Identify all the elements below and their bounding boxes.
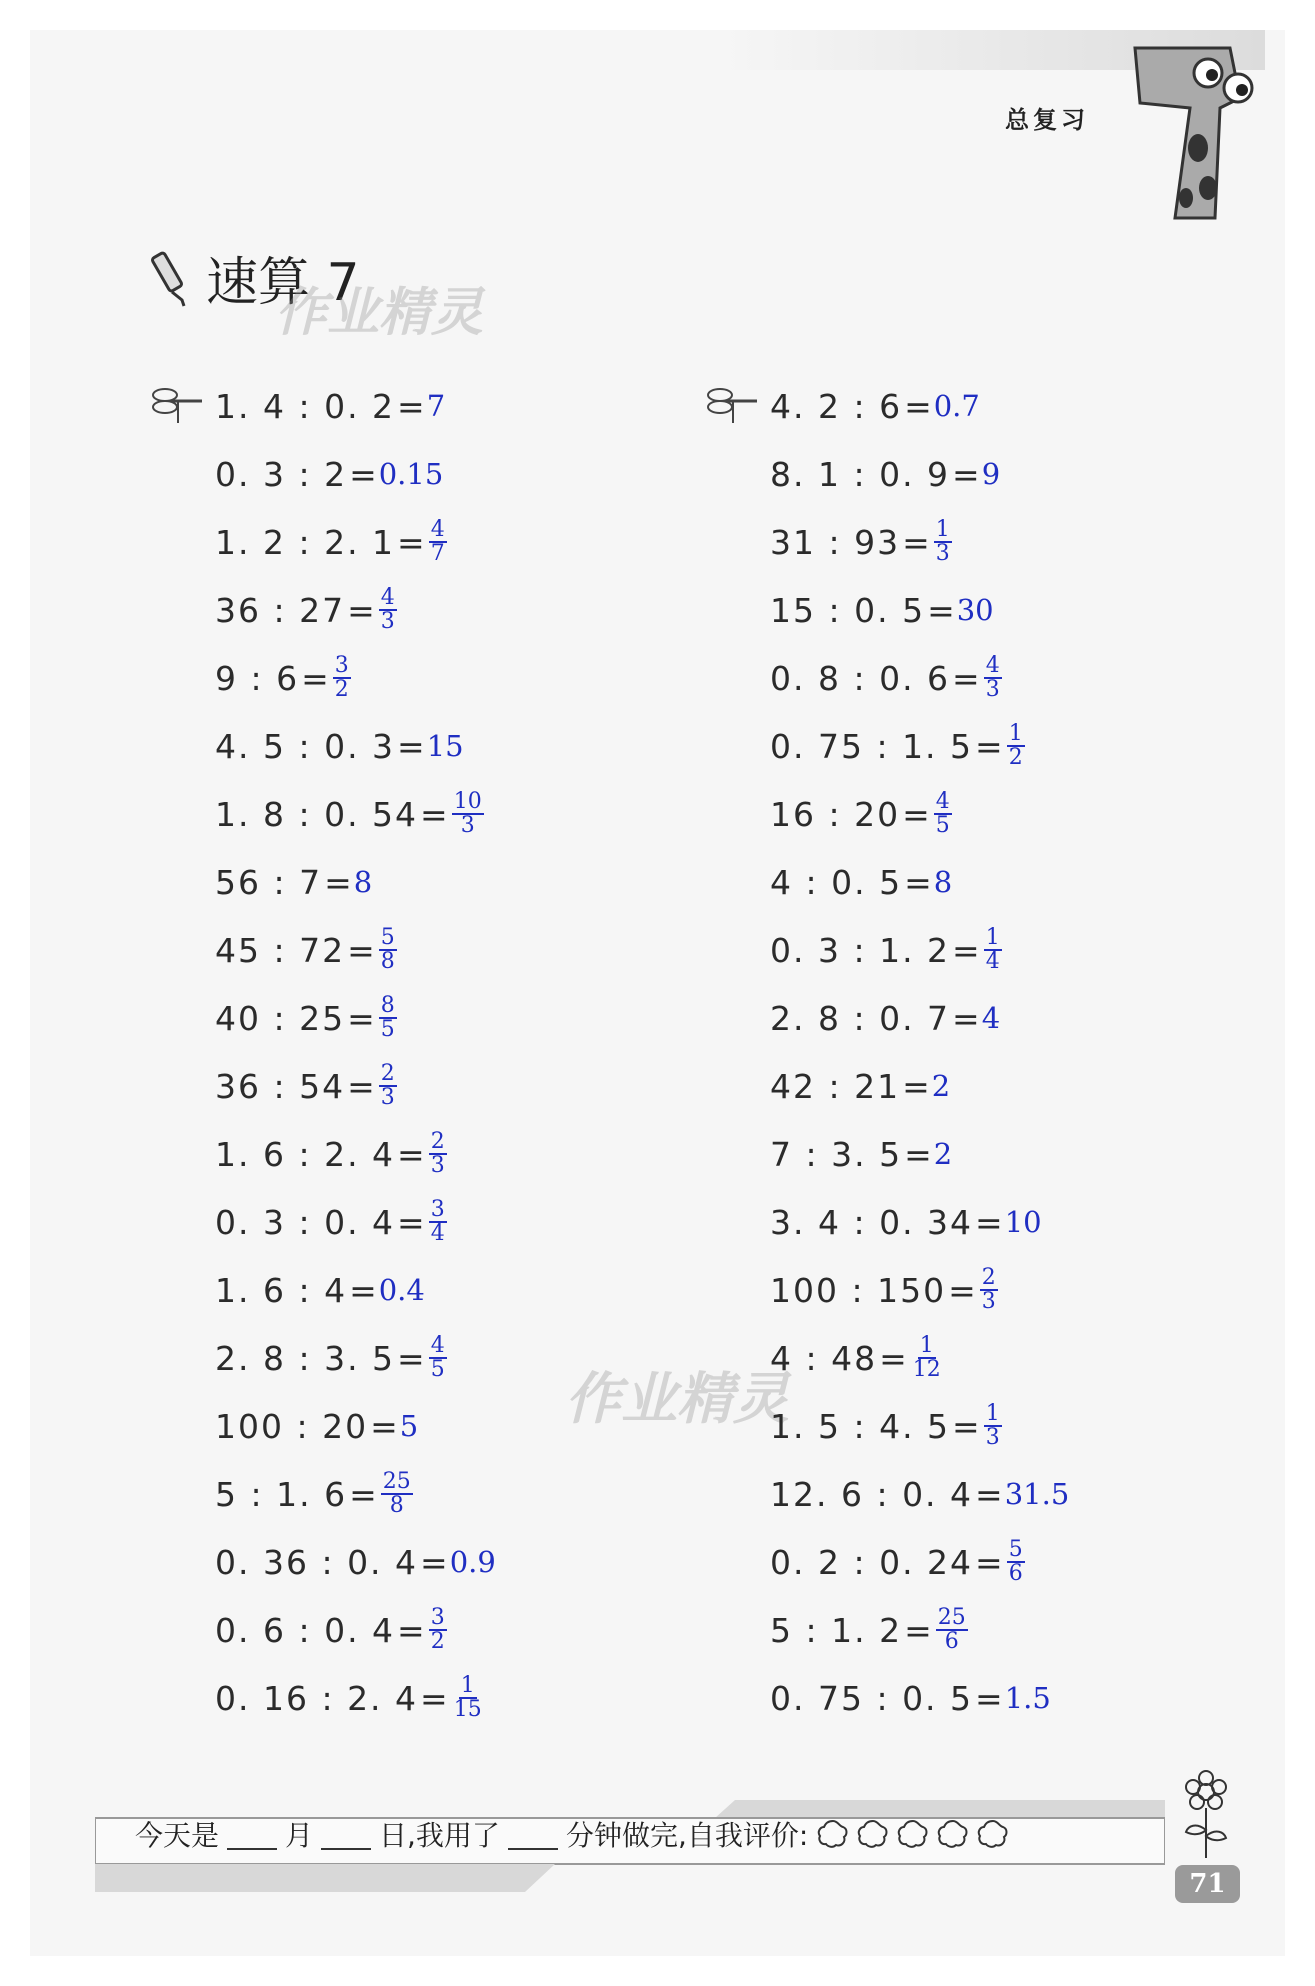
problem-row xyxy=(215,712,496,780)
answer-fraction xyxy=(452,1675,484,1721)
equals-sign: = xyxy=(397,726,425,766)
answer-fraction xyxy=(980,1267,998,1313)
rating-flower-icon[interactable] xyxy=(896,1818,930,1850)
equals-sign: = xyxy=(370,1406,398,1446)
fraction-numerator: 3 xyxy=(430,1605,445,1630)
section-label: 总复习 xyxy=(1005,106,1089,134)
equals-sign: = xyxy=(420,794,448,834)
equals-sign: = xyxy=(349,1270,377,1310)
rating-flowers xyxy=(816,1818,1010,1850)
fraction-numerator: 25 xyxy=(937,1605,966,1630)
problem-row xyxy=(215,1256,496,1324)
problem-row xyxy=(215,848,496,916)
problem-row xyxy=(770,644,1069,712)
page-number: 71 xyxy=(1175,1865,1240,1903)
watermark: 作业精灵 xyxy=(275,283,484,343)
footer-label-minutes: 分钟做完,自我评价: xyxy=(565,1819,809,1852)
problem-expression: 100 : 20 xyxy=(215,1406,369,1446)
problem-row xyxy=(215,1664,496,1732)
problem-expression: 31 : 93 xyxy=(770,522,901,562)
answer-value: 4 xyxy=(981,1001,1001,1035)
page-title: 速算 7 xyxy=(206,253,360,313)
fraction-denominator: 3 xyxy=(460,813,475,838)
problem-expression: 9 : 6 xyxy=(215,658,300,698)
problem-row xyxy=(215,1528,496,1596)
problem-expression: 0. 3 : 2 xyxy=(215,454,348,494)
problem-expression: 1. 2 : 2. 1 xyxy=(215,522,396,562)
answer-value: 5 xyxy=(399,1409,419,1443)
answer-value: 0.7 xyxy=(933,389,980,423)
fraction-denominator: 4 xyxy=(430,1221,445,1246)
equals-sign: = xyxy=(904,1134,932,1174)
problem-row xyxy=(215,1120,496,1188)
problem-expression: 45 : 72 xyxy=(215,930,346,970)
fraction-denominator: 5 xyxy=(430,1357,445,1382)
fraction-denominator: 2 xyxy=(334,677,349,702)
left-problem-column xyxy=(215,372,496,1732)
problem-expression: 0. 6 : 0. 4 xyxy=(215,1610,396,1650)
equals-sign: = xyxy=(902,794,930,834)
problem-expression: 36 : 54 xyxy=(215,1066,346,1106)
problem-expression: 0. 3 : 0. 4 xyxy=(215,1202,396,1242)
problem-row xyxy=(770,1664,1069,1732)
problem-row xyxy=(215,984,496,1052)
problem-row xyxy=(770,508,1069,576)
equals-sign: = xyxy=(347,930,375,970)
problem-expression: 0. 16 : 2. 4 xyxy=(215,1678,419,1718)
fraction-numerator: 4 xyxy=(380,585,395,610)
problem-expression: 0. 3 : 1. 2 xyxy=(770,930,951,970)
fraction-numerator: 1 xyxy=(1008,721,1023,746)
equals-sign: = xyxy=(975,1202,1003,1242)
fraction-denominator: 3 xyxy=(430,1153,445,1178)
answer-fraction xyxy=(333,655,351,701)
answer-fraction xyxy=(984,655,1002,701)
problem-row xyxy=(215,1460,496,1528)
answer-fraction xyxy=(1007,723,1025,769)
problem-expression: 100 : 150 xyxy=(770,1270,947,1310)
problem-row xyxy=(215,1324,496,1392)
problem-row xyxy=(215,1188,496,1256)
footer-label-month: 月 xyxy=(285,1819,314,1852)
answer-value: 2 xyxy=(931,1069,951,1103)
problem-expression: 15 : 0. 5 xyxy=(770,590,926,630)
equals-sign: = xyxy=(952,930,980,970)
answer-fraction xyxy=(911,1335,943,1381)
equals-sign: = xyxy=(948,1270,976,1310)
problem-expression: 40 : 25 xyxy=(215,998,346,1038)
equals-sign: = xyxy=(902,1066,930,1106)
rating-flower-icon[interactable] xyxy=(856,1818,890,1850)
equals-sign: = xyxy=(975,1678,1003,1718)
equals-sign: = xyxy=(324,862,352,902)
fraction-numerator: 5 xyxy=(1008,1537,1023,1562)
rating-flower-icon[interactable] xyxy=(976,1818,1010,1850)
problem-row xyxy=(770,576,1069,644)
fraction-numerator: 4 xyxy=(935,789,950,814)
fraction-numerator: 2 xyxy=(380,1061,395,1086)
answer-fraction xyxy=(379,995,397,1041)
answer-value: 8 xyxy=(353,865,373,899)
problem-expression: 1. 8 : 0. 54 xyxy=(215,794,419,834)
fraction-numerator: 1 xyxy=(935,517,950,542)
equals-sign: = xyxy=(904,1610,932,1650)
fraction-numerator: 4 xyxy=(985,653,1000,678)
answer-fraction xyxy=(379,1063,397,1109)
fraction-denominator: 3 xyxy=(981,1289,996,1314)
answer-fraction xyxy=(984,1403,1002,1449)
problem-row xyxy=(770,848,1069,916)
problem-row xyxy=(770,1052,1069,1120)
fraction-numerator: 25 xyxy=(382,1469,411,1494)
equals-sign: = xyxy=(397,1610,425,1650)
answer-fraction xyxy=(984,927,1002,973)
equals-sign: = xyxy=(975,1474,1003,1514)
fraction-denominator: 2 xyxy=(430,1629,445,1654)
equals-sign: = xyxy=(397,386,425,426)
answer-fraction xyxy=(934,791,952,837)
problem-expression: 0. 75 : 1. 5 xyxy=(770,726,974,766)
answer-fraction xyxy=(934,519,952,565)
answer-fraction xyxy=(429,519,447,565)
answer-value: 7 xyxy=(426,389,446,423)
answer-fraction xyxy=(379,927,397,973)
problem-expression: 0. 36 : 0. 4 xyxy=(215,1542,419,1582)
fraction-numerator: 1 xyxy=(985,925,1000,950)
equals-sign: = xyxy=(904,862,932,902)
fraction-denominator: 8 xyxy=(389,1493,404,1518)
answer-fraction xyxy=(936,1607,968,1653)
rating-flower-icon[interactable] xyxy=(936,1818,970,1850)
problem-expression: 4. 5 : 0. 3 xyxy=(215,726,396,766)
problem-expression: 16 : 20 xyxy=(770,794,901,834)
problem-expression: 56 : 7 xyxy=(215,862,323,902)
self-evaluation-bar xyxy=(95,1800,1165,1892)
problem-row xyxy=(215,440,496,508)
fraction-numerator: 1 xyxy=(460,1673,475,1698)
dragonfly-icon xyxy=(705,385,759,425)
problem-row xyxy=(770,1188,1069,1256)
problem-expression: 0. 8 : 0. 6 xyxy=(770,658,951,698)
fraction-numerator: 5 xyxy=(380,925,395,950)
answer-value: 30 xyxy=(956,593,994,627)
problem-row xyxy=(770,1256,1069,1324)
month-blank[interactable] xyxy=(227,1818,277,1850)
problem-expression: 1. 6 : 2. 4 xyxy=(215,1134,396,1174)
problem-expression: 5 : 1. 6 xyxy=(215,1474,348,1514)
equals-sign: = xyxy=(347,998,375,1038)
equals-sign: = xyxy=(952,1406,980,1446)
equals-sign: = xyxy=(902,522,930,562)
day-blank[interactable] xyxy=(321,1818,371,1850)
answer-fraction xyxy=(429,1607,447,1653)
fraction-denominator: 8 xyxy=(380,949,395,974)
fraction-denominator: 2 xyxy=(1008,745,1023,770)
equals-sign: = xyxy=(397,1202,425,1242)
fraction-denominator: 4 xyxy=(985,949,1000,974)
problem-row xyxy=(215,916,496,984)
equals-sign: = xyxy=(927,590,955,630)
fraction-numerator: 3 xyxy=(430,1197,445,1222)
problem-expression: 36 : 27 xyxy=(215,590,346,630)
fraction-denominator: 12 xyxy=(912,1357,941,1382)
problem-row xyxy=(770,1120,1069,1188)
equals-sign: = xyxy=(349,1474,377,1514)
fraction-numerator: 1 xyxy=(919,1333,934,1358)
problem-row xyxy=(770,372,1069,440)
equals-sign: = xyxy=(347,1066,375,1106)
problem-row xyxy=(770,1392,1069,1460)
equals-sign: = xyxy=(301,658,329,698)
watermark: 作业精灵 xyxy=(565,1367,789,1432)
problem-expression: 4. 2 : 6 xyxy=(770,386,903,426)
problem-expression: 4 : 48 xyxy=(770,1338,878,1378)
problem-expression: 3. 4 : 0. 34 xyxy=(770,1202,974,1242)
equals-sign: = xyxy=(397,1134,425,1174)
fraction-numerator: 10 xyxy=(453,789,482,814)
fraction-numerator: 4 xyxy=(430,517,445,542)
problem-row xyxy=(215,1392,496,1460)
problem-row xyxy=(770,780,1069,848)
fraction-denominator: 6 xyxy=(1008,1561,1023,1586)
problem-expression: 5 : 1. 2 xyxy=(770,1610,903,1650)
footer-label-date: 今天是 xyxy=(135,1819,220,1852)
answer-value: 9 xyxy=(981,457,1001,491)
problem-expression: 42 : 21 xyxy=(770,1066,901,1106)
answer-value: 0.15 xyxy=(378,457,444,491)
self-evaluation-text xyxy=(135,1810,1010,1858)
fraction-numerator: 4 xyxy=(430,1333,445,1358)
fraction-denominator: 3 xyxy=(380,609,395,634)
equals-sign: = xyxy=(952,998,980,1038)
problem-row xyxy=(770,440,1069,508)
problem-row xyxy=(770,916,1069,984)
problem-row xyxy=(770,984,1069,1052)
answer-fraction xyxy=(379,587,397,633)
problem-expression: 8. 1 : 0. 9 xyxy=(770,454,951,494)
problem-row xyxy=(770,1324,1069,1392)
equals-sign: = xyxy=(975,1542,1003,1582)
answer-value: 0.9 xyxy=(449,1545,496,1579)
problem-expression: 1. 5 : 4. 5 xyxy=(770,1406,951,1446)
equals-sign: = xyxy=(420,1678,448,1718)
equals-sign: = xyxy=(952,658,980,698)
rating-flower-icon[interactable] xyxy=(816,1818,850,1850)
problem-row xyxy=(215,1052,496,1120)
problem-row xyxy=(770,712,1069,780)
equals-sign: = xyxy=(879,1338,907,1378)
problem-row xyxy=(770,1596,1069,1664)
problem-row xyxy=(215,576,496,644)
problem-row xyxy=(770,1460,1069,1528)
problem-expression: 1. 4 : 0. 2 xyxy=(215,386,396,426)
answer-fraction xyxy=(429,1131,447,1177)
answer-fraction xyxy=(1007,1539,1025,1585)
problem-row xyxy=(215,508,496,576)
fraction-denominator: 5 xyxy=(935,813,950,838)
giraffe-icon xyxy=(1120,28,1280,228)
problem-row xyxy=(215,372,496,440)
fraction-denominator: 6 xyxy=(944,1629,959,1654)
equals-sign: = xyxy=(420,1542,448,1582)
answer-fraction xyxy=(429,1199,447,1245)
fraction-denominator: 3 xyxy=(985,677,1000,702)
problem-row xyxy=(215,780,496,848)
answer-value: 1.5 xyxy=(1004,1681,1051,1715)
fraction-numerator: 3 xyxy=(334,653,349,678)
fraction-numerator: 2 xyxy=(430,1129,445,1154)
answer-fraction xyxy=(452,791,484,837)
answer-value: 0.4 xyxy=(378,1273,425,1307)
right-problem-column xyxy=(770,372,1069,1732)
answer-value: 2 xyxy=(933,1137,953,1171)
equals-sign: = xyxy=(952,454,980,494)
answer-value: 15 xyxy=(426,729,464,763)
problem-row xyxy=(770,1528,1069,1596)
footer-label-day: 日,我用了 xyxy=(379,1819,500,1852)
fraction-numerator: 2 xyxy=(981,1265,996,1290)
equals-sign: = xyxy=(397,1338,425,1378)
problem-expression: 0. 2 : 0. 24 xyxy=(770,1542,974,1582)
problem-expression: 4 : 0. 5 xyxy=(770,862,903,902)
problem-expression: 2. 8 : 0. 7 xyxy=(770,998,951,1038)
equals-sign: = xyxy=(397,522,425,562)
problem-expression: 12. 6 : 0. 4 xyxy=(770,1474,974,1514)
equals-sign: = xyxy=(349,454,377,494)
answer-value: 8 xyxy=(933,865,953,899)
fraction-denominator: 3 xyxy=(935,541,950,566)
minutes-blank[interactable] xyxy=(508,1818,558,1850)
problem-expression: 0. 75 : 0. 5 xyxy=(770,1678,974,1718)
dragonfly-icon xyxy=(150,385,204,425)
problem-row xyxy=(215,644,496,712)
fraction-denominator: 3 xyxy=(380,1085,395,1110)
fraction-denominator: 7 xyxy=(430,541,445,566)
fraction-numerator: 8 xyxy=(380,993,395,1018)
flower-icon xyxy=(1178,1770,1234,1860)
answer-value: 10 xyxy=(1004,1205,1042,1239)
fraction-numerator: 1 xyxy=(985,1401,1000,1426)
problem-expression: 7 : 3. 5 xyxy=(770,1134,903,1174)
equals-sign: = xyxy=(904,386,932,426)
pencil-icon xyxy=(150,248,200,310)
equals-sign: = xyxy=(975,726,1003,766)
fraction-denominator: 3 xyxy=(985,1425,1000,1450)
answer-fraction xyxy=(429,1335,447,1381)
fraction-denominator: 15 xyxy=(453,1697,482,1722)
answer-fraction xyxy=(381,1471,413,1517)
answer-value: 31.5 xyxy=(1004,1477,1070,1511)
problem-expression: 1. 6 : 4 xyxy=(215,1270,348,1310)
fraction-denominator: 5 xyxy=(380,1017,395,1042)
problem-expression: 2. 8 : 3. 5 xyxy=(215,1338,396,1378)
equals-sign: = xyxy=(347,590,375,630)
problem-row xyxy=(215,1596,496,1664)
